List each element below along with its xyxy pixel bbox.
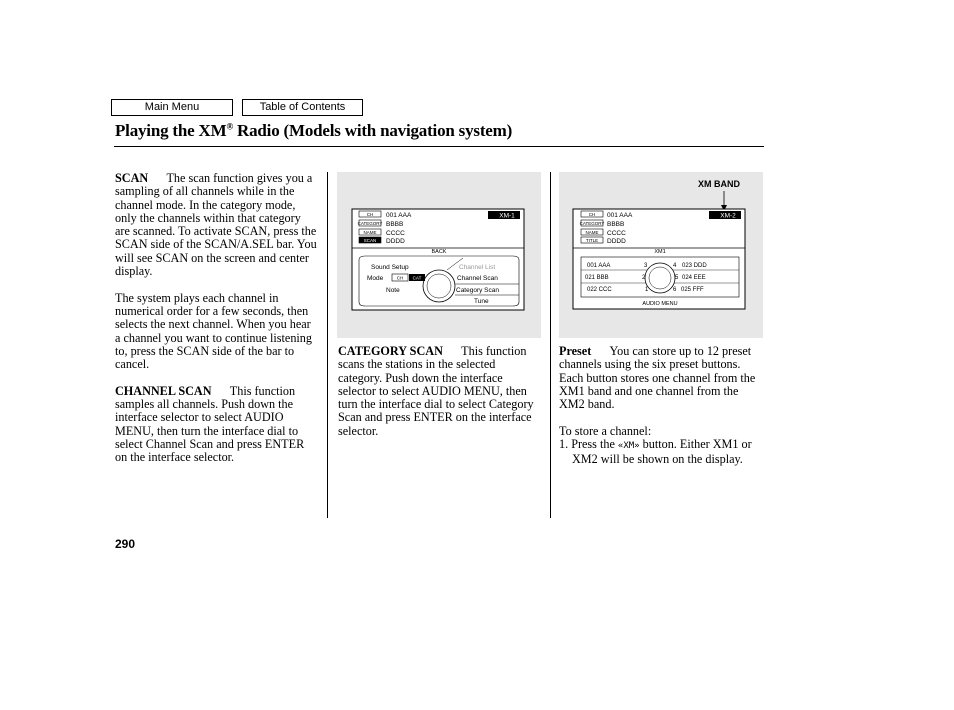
scan-paragraph-2: The system plays each channel in numerical order for a few seconds, then selects the next channel. When you hear a channel you want to continue listening to, press the SCAN side of the bar to cancel.: [115, 290, 312, 372]
title-text-rest: Radio (Models with navigation system): [233, 121, 513, 140]
tag-category: CATEGORY: [357, 221, 383, 226]
category-scan-paragraph: [338, 345, 538, 438]
channel-scan-body: This function samples all channels. Push down the interface selector to select AUDIO MENU, then turn the interface dial to select Channel Scan and press ENTER on the interface selector.: [115, 383, 305, 465]
store-intro: To store a channel:: [559, 423, 652, 438]
audio-menu-label: AUDIO MENU: [642, 301, 678, 307]
menu-category-scan: Category Scan: [456, 287, 499, 294]
step-1-text-rest: button. Either XM1 or XM2 will be shown on the display.: [572, 437, 752, 467]
menu-note: Note: [386, 287, 400, 294]
column-3: [559, 345, 763, 467]
display-line: DDDD: [607, 238, 626, 245]
preset-left: 022 CCC: [587, 287, 612, 293]
mode-ch: CH: [396, 275, 404, 281]
column-divider: [327, 172, 328, 518]
preset-number: 5: [675, 275, 679, 281]
scan-body: The scan function gives you a sampling of all channels while in the channel mode. In the category mode, only the channels within that category are scanned. To activate SCAN, press the SCAN side of the SCAN/A.SEL bar. You will see SCAN on the screen and center display.: [115, 171, 317, 279]
band-indicator: XM-1: [499, 212, 515, 220]
display-line: CCCC: [607, 230, 626, 237]
title-text: Playing the XM: [115, 121, 227, 140]
category-scan-body: This function scans the stations in the selected category. Push down the interface selector to select AUDIO MENU, then turn the interface dial to select Category Scan and press ENTER on the interface selector.: [338, 344, 534, 438]
menu-tune: Tune: [474, 298, 489, 305]
figure-category-scan: [337, 172, 541, 338]
figure-preset: [559, 172, 763, 338]
preset-right: 024 EEE: [682, 275, 706, 281]
column-divider: [550, 172, 551, 518]
preset-body: You can store up to 12 preset channels using the six preset buttons. Each button stores one channel from the XM1 band and one channel from the XM2 band.: [559, 344, 756, 412]
column-1: [115, 172, 318, 478]
preset-number: 4: [673, 263, 677, 269]
display-line: 001 AAA: [607, 212, 633, 219]
tag-name: NAME: [585, 230, 599, 235]
menu-channel-scan: Channel Scan: [457, 275, 498, 282]
channel-scan-heading: CHANNEL SCAN: [115, 383, 212, 398]
preset-left: 021 BBB: [585, 275, 609, 281]
tag-scan: SCAN: [363, 238, 377, 243]
display-line: CCCC: [386, 230, 405, 237]
audio-menu-illustration: [337, 172, 541, 338]
table-of-contents-button[interactable]: Table of Contents: [242, 99, 363, 116]
preset-number: 2: [642, 275, 646, 281]
scan-heading: SCAN: [115, 171, 149, 185]
page-number: 290: [115, 537, 136, 551]
preset-right: 025 FFF: [681, 287, 704, 293]
tag-category: CATEGORY: [579, 221, 605, 226]
mode-cat: CAT: [412, 275, 422, 281]
title-registered-mark: ®: [226, 121, 233, 132]
column-2: [338, 345, 538, 451]
preset-heading: Preset: [559, 344, 592, 358]
category-scan-heading: CATEGORY SCAN: [338, 344, 443, 358]
channel-scan-paragraph: [115, 385, 318, 465]
preset-number: 1: [645, 287, 649, 293]
tag-ch: CH: [366, 212, 374, 217]
menu-sound-setup: Sound Setup: [371, 264, 409, 271]
preset-right: 023 DDD: [682, 263, 707, 269]
title-rule: [114, 146, 764, 147]
display-line: BBBB: [607, 221, 625, 228]
main-menu-button[interactable]: Main Menu: [111, 99, 233, 116]
tag-ch: CH: [588, 212, 596, 217]
tag-name: NAME: [363, 230, 377, 235]
step-1: [559, 438, 763, 467]
display-line: DDDD: [386, 238, 405, 245]
tag-title: TITLE: [585, 238, 599, 243]
band-indicator: XM-2: [720, 212, 736, 220]
xm-band-label: XM BAND: [698, 179, 740, 189]
preset-number: 6: [673, 287, 677, 293]
step-1-text: 1. Press the: [559, 437, 615, 452]
preset-left: 001 AAA: [587, 263, 611, 269]
page-title: [115, 121, 512, 141]
menu-channel-list: Channel List: [459, 264, 496, 271]
xm1-label: XM1: [654, 249, 666, 255]
preset-number: 3: [644, 263, 648, 269]
display-line: BBBB: [386, 221, 404, 228]
scan-paragraph: [115, 172, 318, 278]
back-label: BACK: [431, 249, 447, 255]
xm-band-illustration: [559, 172, 763, 338]
menu-mode: Mode: [367, 275, 384, 282]
preset-paragraph: [559, 345, 763, 411]
display-line: 001 AAA: [386, 212, 412, 219]
xm-button-icon: «XM»: [617, 441, 640, 452]
